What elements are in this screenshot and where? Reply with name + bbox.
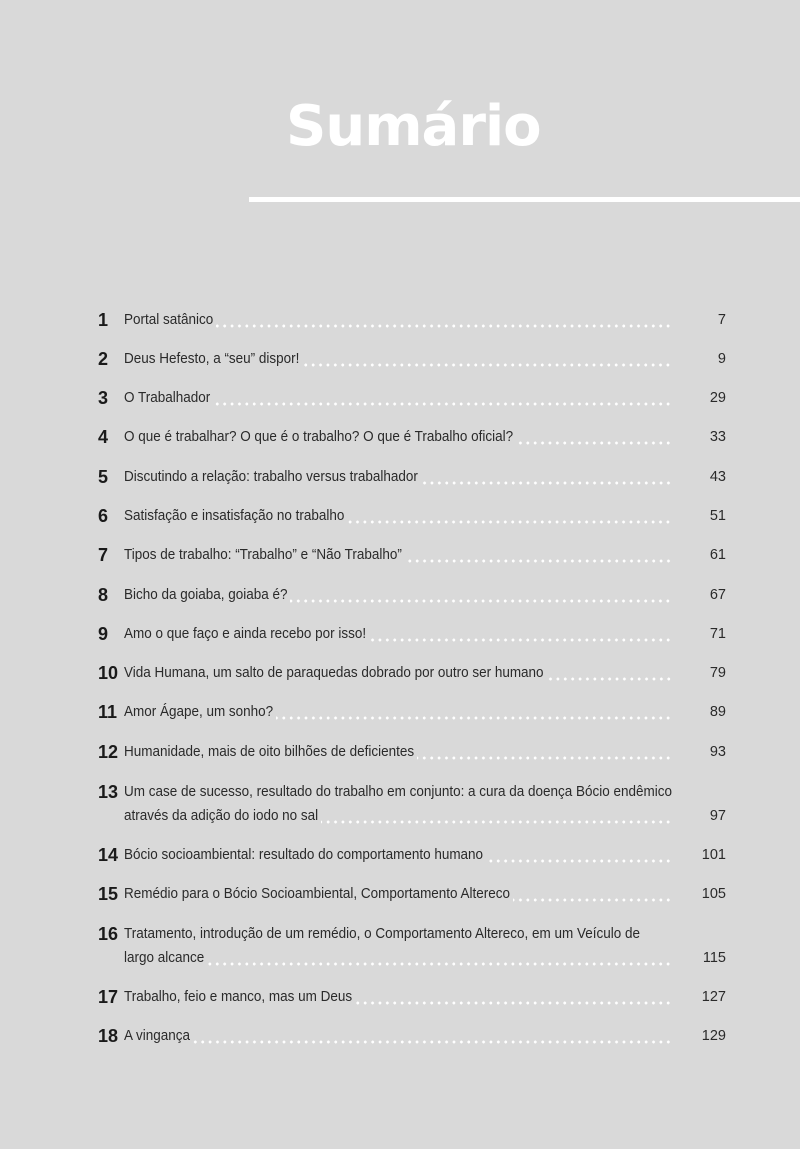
chapter-number: 16: [98, 924, 119, 944]
chapter-title[interactable]: Humanidade, mais de oito bilhões de deficientes: [124, 744, 415, 760]
chapter-number: 11: [98, 702, 118, 722]
page-number: 93: [709, 744, 726, 760]
toc-entry[interactable]: [98, 1024, 726, 1048]
toc-entry[interactable]: [98, 622, 726, 646]
page-number: 101: [701, 847, 726, 863]
toc-entry[interactable]: [98, 308, 726, 332]
chapter-title[interactable]: Amo o que faço e ainda recebo por isso!: [124, 626, 367, 642]
chapter-number: 10: [98, 663, 119, 683]
dot-leader: [355, 985, 672, 1009]
toc-entry[interactable]: [98, 543, 726, 567]
chapter-number: 9: [98, 624, 109, 644]
chapter-title[interactable]: Vida Humana, um salto de paraquedas dobrado por outro ser humano: [124, 665, 544, 681]
page-number: 105: [701, 886, 726, 902]
dot-leader: [347, 504, 672, 528]
dot-leader: [547, 661, 672, 685]
toc-entry[interactable]: [98, 700, 726, 724]
page-number: 33: [709, 429, 726, 445]
page-number: 9: [717, 351, 726, 367]
page-number: 67: [709, 587, 726, 603]
dot-leader: [276, 700, 672, 724]
chapter-title[interactable]: Tratamento, introdução de um remédio, o Comportamento Altereco, em um Veículo de: [124, 926, 640, 942]
toc-entry[interactable]: [98, 922, 726, 970]
toc-entry[interactable]: [98, 740, 726, 764]
page-number: 7: [717, 312, 726, 328]
dot-leader: [193, 1024, 672, 1048]
page-number: 97: [709, 808, 726, 824]
page-number: 79: [709, 665, 726, 681]
chapter-title[interactable]: Bicho da goiaba, goiaba é?: [124, 587, 288, 603]
dot-leader: [302, 347, 672, 371]
dot-leader: [213, 386, 672, 410]
chapter-number: 7: [98, 545, 109, 565]
dot-leader: [369, 622, 672, 646]
toc-entry[interactable]: [98, 465, 726, 489]
page-number: 115: [702, 950, 726, 966]
dot-leader: [513, 882, 672, 906]
page-number: 51: [709, 508, 726, 524]
toc-entry[interactable]: [98, 386, 726, 410]
chapter-number: 6: [98, 506, 109, 526]
dot-leader: [321, 804, 672, 828]
chapter-number: 1: [98, 310, 109, 330]
title-underline: [249, 197, 800, 202]
dot-leader: [417, 740, 672, 764]
chapter-title-continued[interactable]: através da adição do iodo no sal: [124, 808, 319, 824]
chapter-number: 12: [98, 742, 119, 762]
chapter-title[interactable]: Discutindo a relação: trabalho versus trabalhador: [124, 469, 418, 485]
dot-leader: [290, 583, 672, 607]
chapter-number: 4: [98, 427, 109, 447]
chapter-title[interactable]: Tipos de trabalho: “Trabalho” e “Não Trabalho”: [124, 547, 402, 563]
chapter-number: 8: [98, 585, 109, 605]
chapter-number: 5: [98, 467, 109, 487]
chapter-title[interactable]: Amor Ágape, um sonho?: [124, 704, 274, 720]
page-number: 89: [709, 704, 726, 720]
chapter-number: 2: [98, 349, 109, 369]
chapter-title-continued[interactable]: largo alcance: [124, 950, 205, 966]
dot-leader: [516, 425, 672, 449]
page-number: 43: [709, 469, 726, 485]
toc-entry[interactable]: [98, 425, 726, 449]
chapter-number: 3: [98, 388, 109, 408]
toc-entry[interactable]: [98, 347, 726, 371]
toc-entry[interactable]: [98, 882, 726, 906]
chapter-title[interactable]: O que é trabalhar? O que é o trabalho? O que é Trabalho oficial?: [124, 429, 514, 445]
toc-entry[interactable]: [98, 504, 726, 528]
dot-leader: [207, 946, 672, 970]
toc-entry[interactable]: [98, 843, 726, 867]
page-number: 129: [701, 1028, 726, 1044]
chapter-number: 14: [98, 845, 119, 865]
chapter-title[interactable]: A vingança: [124, 1028, 190, 1044]
chapter-number: 18: [98, 1026, 119, 1046]
page-number: 71: [709, 626, 726, 642]
chapter-number: 13: [98, 782, 119, 802]
toc-entry[interactable]: [98, 985, 726, 1009]
page-number: 29: [709, 390, 726, 406]
page-number: 127: [701, 989, 726, 1005]
dot-leader: [421, 465, 672, 489]
chapter-title[interactable]: Bócio socioambiental: resultado do comportamento humano: [124, 847, 484, 863]
toc-entry[interactable]: [98, 661, 726, 685]
chapter-title[interactable]: Deus Hefesto, a “seu” dispor!: [124, 351, 300, 367]
toc-entry[interactable]: [98, 583, 726, 607]
page-number: 61: [709, 547, 726, 563]
dot-leader: [216, 308, 672, 332]
chapter-title[interactable]: Trabalho, feio e manco, mas um Deus: [124, 989, 353, 1005]
chapter-title[interactable]: Satisfação e insatisfação no trabalho: [124, 508, 345, 524]
toc-entry[interactable]: [98, 780, 726, 828]
chapter-number: 17: [98, 987, 119, 1007]
chapter-title[interactable]: Um case de sucesso, resultado do trabalho em conjunto: a cura da doença Bócio endêmico: [124, 784, 672, 800]
chapter-title[interactable]: O Trabalhador: [124, 390, 211, 406]
chapter-title[interactable]: Remédio para o Bócio Socioambiental, Comportamento Altereco: [124, 886, 511, 902]
dot-leader: [405, 543, 672, 567]
page-title: Sumário: [286, 94, 541, 159]
chapter-number: 15: [98, 884, 119, 904]
chapter-title[interactable]: Portal satânico: [124, 312, 214, 328]
dot-leader: [486, 843, 672, 867]
